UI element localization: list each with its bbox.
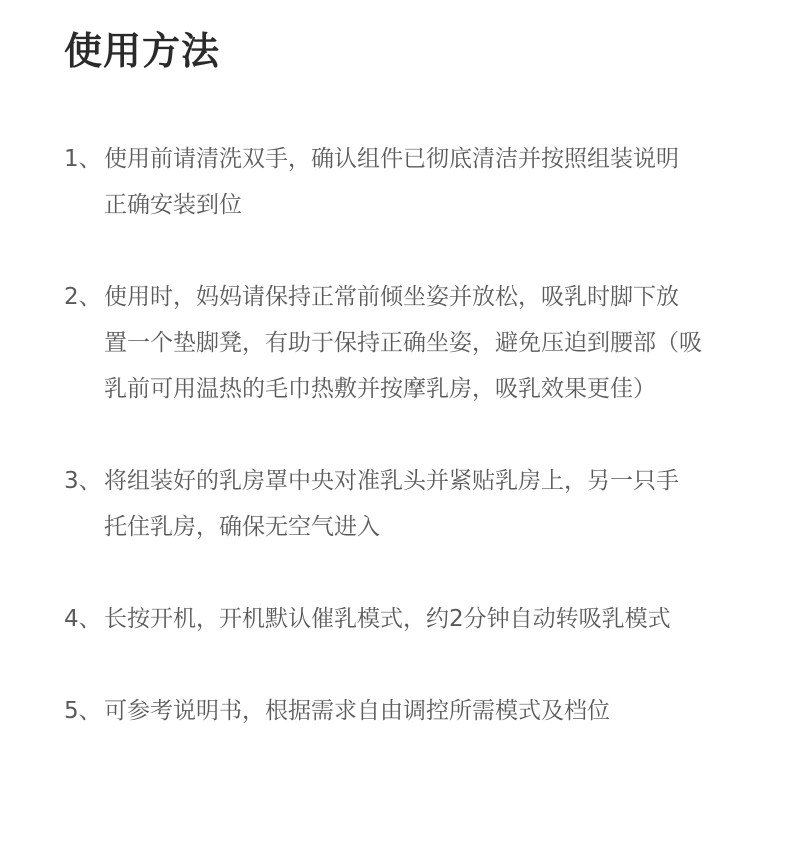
step-item-2 bbox=[64, 274, 764, 412]
step-line: 托住乳房，确保无空气进入 bbox=[104, 514, 380, 540]
step-text bbox=[104, 136, 764, 228]
step-item-4 bbox=[64, 596, 764, 642]
step-item-5 bbox=[64, 688, 764, 734]
step-text bbox=[104, 596, 764, 642]
step-text bbox=[104, 458, 764, 550]
step-number: 2、 bbox=[64, 284, 102, 310]
step-text bbox=[104, 274, 764, 412]
step-item-3 bbox=[64, 458, 764, 550]
step-item-1 bbox=[64, 136, 764, 228]
step-number: 4、 bbox=[64, 606, 102, 632]
step-line: 可参考说明书，根据需求自由调控所需模式及档位 bbox=[104, 698, 610, 724]
step-line: 将组装好的乳房罩中央对准乳头并紧贴乳房上，另一只手 bbox=[104, 468, 679, 494]
step-number: 1、 bbox=[64, 146, 102, 172]
step-line: 长按开机，开机默认催乳模式，约2分钟自动转吸乳模式 bbox=[104, 606, 671, 632]
step-line: 乳前可用温热的毛巾热敷并按摩乳房，吸乳效果更佳） bbox=[104, 376, 656, 402]
step-line: 置一个垫脚凳，有助于保持正确坐姿，避免压迫到腰部（吸 bbox=[104, 330, 702, 356]
step-line: 使用时，妈妈请保持正常前倾坐姿并放松，吸乳时脚下放 bbox=[104, 284, 679, 310]
step-line: 使用前请清洗双手，确认组件已彻底清洁并按照组装说明 bbox=[104, 146, 679, 172]
page-title: 使用方法 bbox=[64, 29, 221, 73]
step-number: 5、 bbox=[64, 698, 102, 724]
step-text bbox=[104, 688, 764, 734]
step-line: 正确安装到位 bbox=[104, 192, 242, 218]
steps-list bbox=[64, 136, 764, 780]
step-number: 3、 bbox=[64, 468, 102, 494]
